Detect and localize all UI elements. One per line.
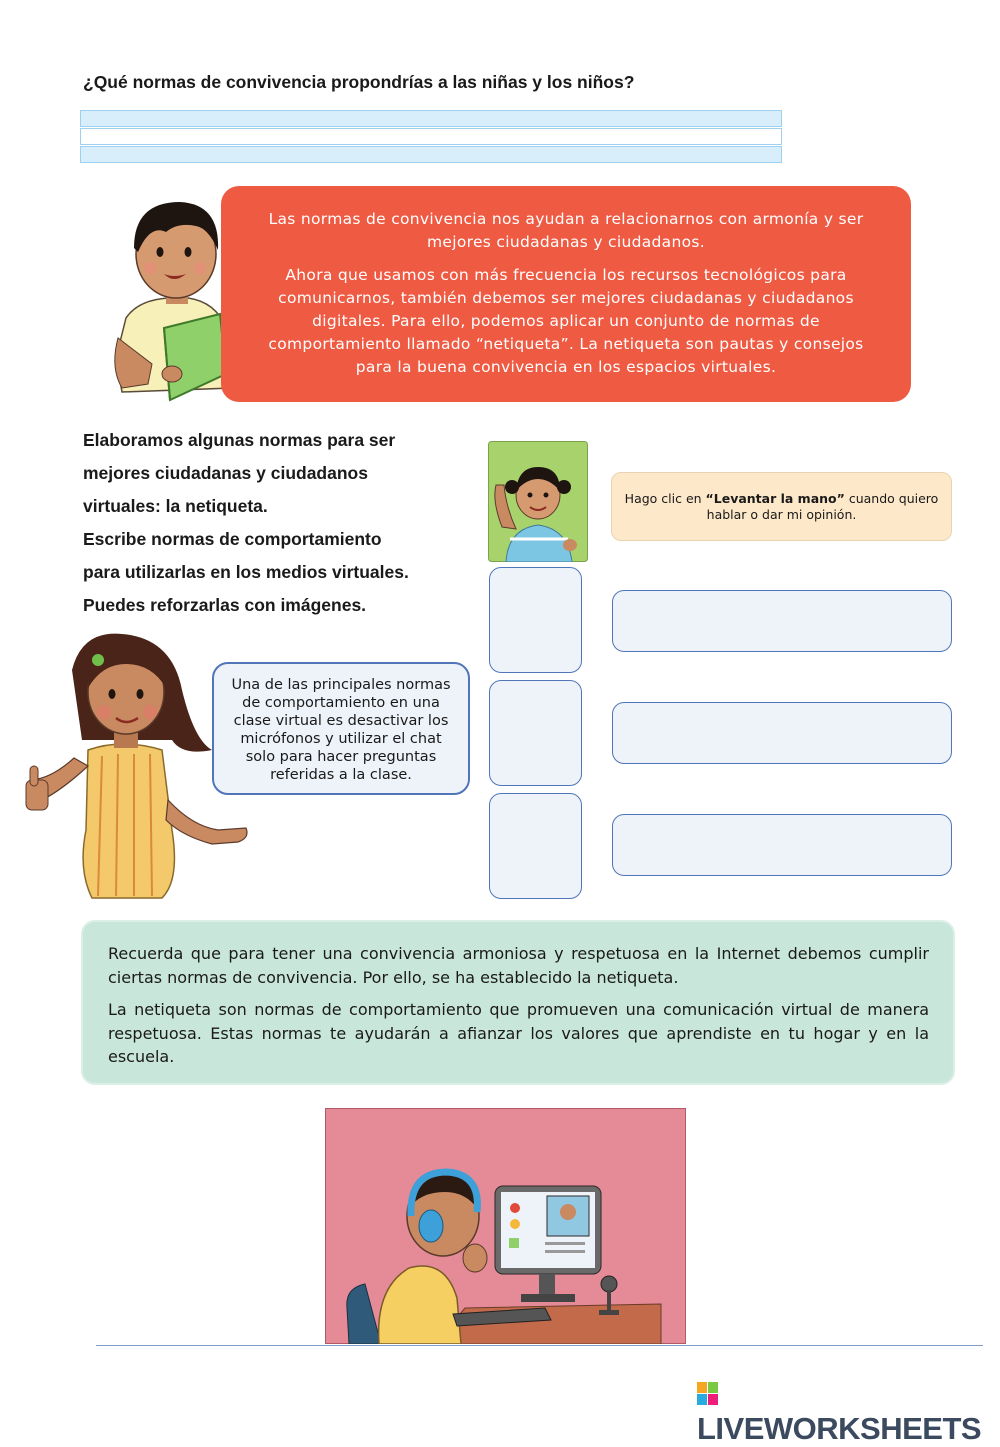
girl-raising-hand-picture bbox=[488, 441, 588, 562]
activity-instructions bbox=[83, 424, 463, 622]
reminder-paragraph-2: La netiqueta son normas de comportamiento que promueven una comunicación virtual de manera respetuosa. Estas normas te ayudarán a afianzar los valores que aprendiste en tu hogar y en la escuela. bbox=[108, 1000, 929, 1066]
rule-input-2[interactable] bbox=[612, 702, 952, 764]
instruction-line: Puedes reforzarlas con imágenes. bbox=[83, 595, 367, 615]
instruction-line: Elaboramos algunas normas para ser bbox=[83, 430, 396, 450]
logo-text: LIVEWORKSHEETS bbox=[697, 1411, 982, 1446]
reminder-paragraph-1: Recuerda que para tener una convivencia armoniosa y respetuosa en la Internet debemos cumplir ciertas normas de convivencia. Por ello, se ha establecido la netiqueta. bbox=[108, 944, 929, 987]
netiquette-info-box bbox=[221, 186, 911, 402]
boy-at-computer-illustration bbox=[325, 1108, 686, 1344]
image-box-1[interactable] bbox=[489, 567, 582, 673]
image-box-3[interactable] bbox=[489, 793, 582, 899]
instruction-line: virtuales: la netiqueta. bbox=[83, 496, 268, 516]
liveworksheets-logo bbox=[697, 1375, 1000, 1447]
reminder-box bbox=[81, 920, 955, 1085]
image-box-2[interactable] bbox=[489, 680, 582, 786]
instruction-line: para utilizarlas en los medios virtuales. bbox=[83, 562, 409, 582]
info-paragraph-2: Ahora que usamos con más frecuencia los recursos tecnológicos para comunicarnos, también debemos ser mejores ciudadanas y ciudadanos digitales. Para ello, podemos aplicar un conjunto de normas de comportamiento llamado “netiqueta”. La netiqueta son pautas y consejos para la buena convivencia en los espacios virtuales. bbox=[268, 266, 864, 376]
example-rule-box bbox=[611, 472, 952, 541]
rule-input-1[interactable] bbox=[612, 590, 952, 652]
speech-bubble: Una de las principales normas de comportamiento en una clase virtual es desactivar los micrófonos y utilizar el chat solo para hacer preguntas referidas a la clase. bbox=[212, 662, 470, 795]
answer-line-3[interactable] bbox=[80, 146, 782, 163]
example-rule-text-start: Hago clic en bbox=[624, 491, 706, 506]
example-rule-text-end: cuando quiero hablar o dar mi opinión. bbox=[706, 491, 939, 522]
liveworksheets-logo-icon bbox=[697, 1382, 719, 1406]
question-heading: ¿Qué normas de convivencia propondrías a las niñas y los niños? bbox=[83, 72, 635, 92]
info-paragraph-1: Las normas de convivencia nos ayudan a relacionarnos con armonía y ser mejores ciudadanas y ciudadanos. bbox=[268, 210, 864, 251]
instruction-line: mejores ciudadanas y ciudadanos bbox=[83, 463, 368, 483]
rule-input-3[interactable] bbox=[612, 814, 952, 876]
answer-line-1[interactable] bbox=[80, 110, 782, 127]
footer-divider bbox=[96, 1345, 983, 1346]
instruction-line: Escribe normas de comportamiento bbox=[83, 529, 382, 549]
example-rule-bold: “Levantar la mano” bbox=[705, 491, 845, 506]
answer-line-2[interactable] bbox=[80, 128, 782, 145]
